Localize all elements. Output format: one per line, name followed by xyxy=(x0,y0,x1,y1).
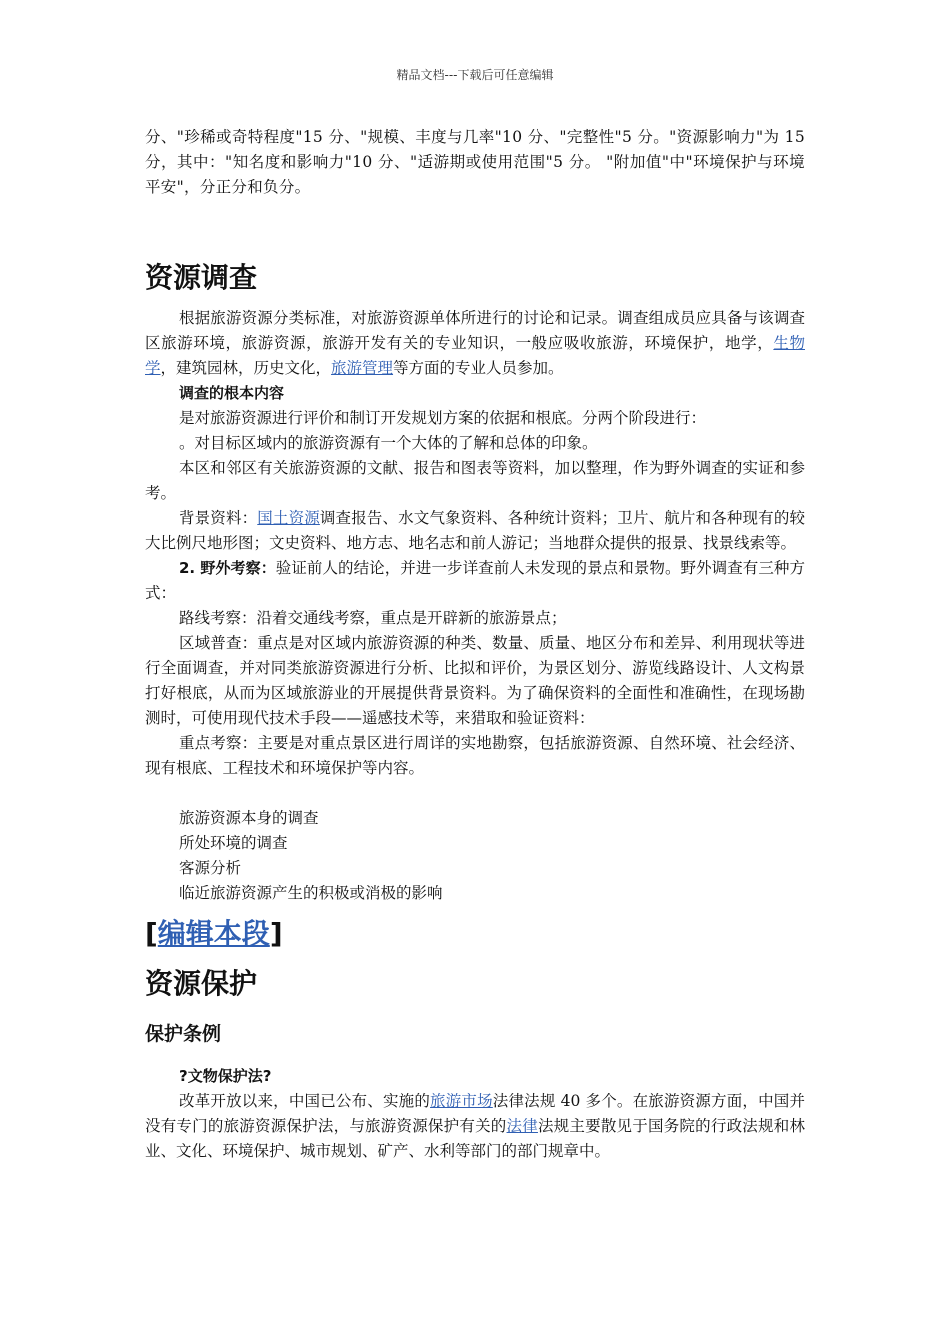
survey-paragraph-4: 本区和邻区有关旅游资源的文献、报告和图表等资料，加以整理，作为野外调查的实证和参考。 xyxy=(145,459,805,502)
link-tourism-management[interactable]: 旅游管理 xyxy=(331,359,394,377)
survey-paragraph-7: 路线考察：沿着交通线考察，重点是开辟新的旅游景点； xyxy=(179,609,567,627)
heading-resource-survey: 资源调查 xyxy=(145,261,258,294)
list-item: 临近旅游资源产生的积极或消极的影响 xyxy=(179,884,443,902)
survey-paragraph-9: 重点考察：主要是对重点景区进行周详的实地勘察，包括旅游资源、自然环境、社会经济、现有根底、工程技术和环境保护等内容。 xyxy=(145,734,805,777)
list-item: 所处环境的调查 xyxy=(179,834,288,852)
survey-paragraph-2: 是对旅游资源进行评价和制订开发规划方案的依据和根底。分两个阶段进行： xyxy=(179,409,707,427)
edit-section-anchor[interactable]: 编辑本段 xyxy=(157,917,270,950)
link-tourism-market[interactable]: 旅游市场 xyxy=(430,1092,493,1110)
heading-resource-protection: 资源保护 xyxy=(145,967,258,1000)
survey-paragraph-6: 2. 野外考察：验证前人的结论，并进一步详查前人未发现的景点和景物。野外调查有三种方式： xyxy=(145,559,805,602)
field-survey-label: 2. 野外考察： xyxy=(179,559,276,577)
survey-paragraph-8: 区域普查：重点是对区域内旅游资源的种类、数量、质量、地区分布和差异、利用现状等进行全面调查，并对同类旅游资源进行分析、比拟和评价，为景区划分、游览线路设计、人文构景打好根底，从而为区域旅游业的开展提供背景资料。为了确保资料的全面性和准确性，在现场勘测时，可使用现代技术手段——遥感技术等，来猎取和验证资料： xyxy=(145,634,805,727)
link-biology[interactable]: 生物学 xyxy=(145,334,805,377)
law-paragraph: 改革开放以来，中国已公布、实施的旅游市场法律法规 40 多个。在旅游资源方面，中国并没有专门的旅游资源保护法，与旅游资源保护有关的法律法规主要散见于国务院的行政法规和林业、文化、环境保护、城市规划、矿产、水利等部门的部门规章中。 xyxy=(145,1092,805,1160)
page-header: 精品文档---下载后可任意编辑 xyxy=(396,68,554,82)
document-body xyxy=(145,125,805,1164)
link-law[interactable]: 法律 xyxy=(506,1117,538,1135)
survey-paragraph-5: 背景资料：国土资源调查报告、水文气象资料、各种统计资料；卫片、航片和各种现有的较大比例尺地形图；文史资料、地方志、地名志和前人游记；当地群众提供的报景、找景线索等。 xyxy=(145,509,805,552)
heading-protection-regulations: 保护条例 xyxy=(145,1023,222,1045)
survey-basic-content-title: 调查的根本内容 xyxy=(179,384,285,402)
law-title: ?文物保护法? xyxy=(179,1067,272,1085)
link-land-resources[interactable]: 国土资源 xyxy=(257,509,320,527)
survey-paragraph-3: 。对目标区域内的旅游资源有一个大体的了解和总体的印象。 xyxy=(179,434,598,452)
list-item: 旅游资源本身的调查 xyxy=(179,809,319,827)
edit-section-link: [编辑本段] xyxy=(145,917,283,950)
intro-paragraph: 分、"珍稀或奇特程度"15 分、"规模、丰度与几率"10 分、"完整性"5 分。"资源影响力"为 15 分，其中："知名度和影响力"10 分、"适游期或使用范围"5 分。 "附加值"中"环境保护与环境平安"，分正分和负分。 xyxy=(145,128,805,196)
list-item: 客源分析 xyxy=(179,859,242,877)
survey-paragraph-1: 根据旅游资源分类标准，对旅游资源单体所进行的讨论和记录。调查组成员应具备与该调查区旅游环境，旅游资源，旅游开发有关的专业知识，一般应吸收旅游，环境保护，地学，生物学，建筑园林，历史文化，旅游管理等方面的专业人员参加。 xyxy=(145,309,805,377)
